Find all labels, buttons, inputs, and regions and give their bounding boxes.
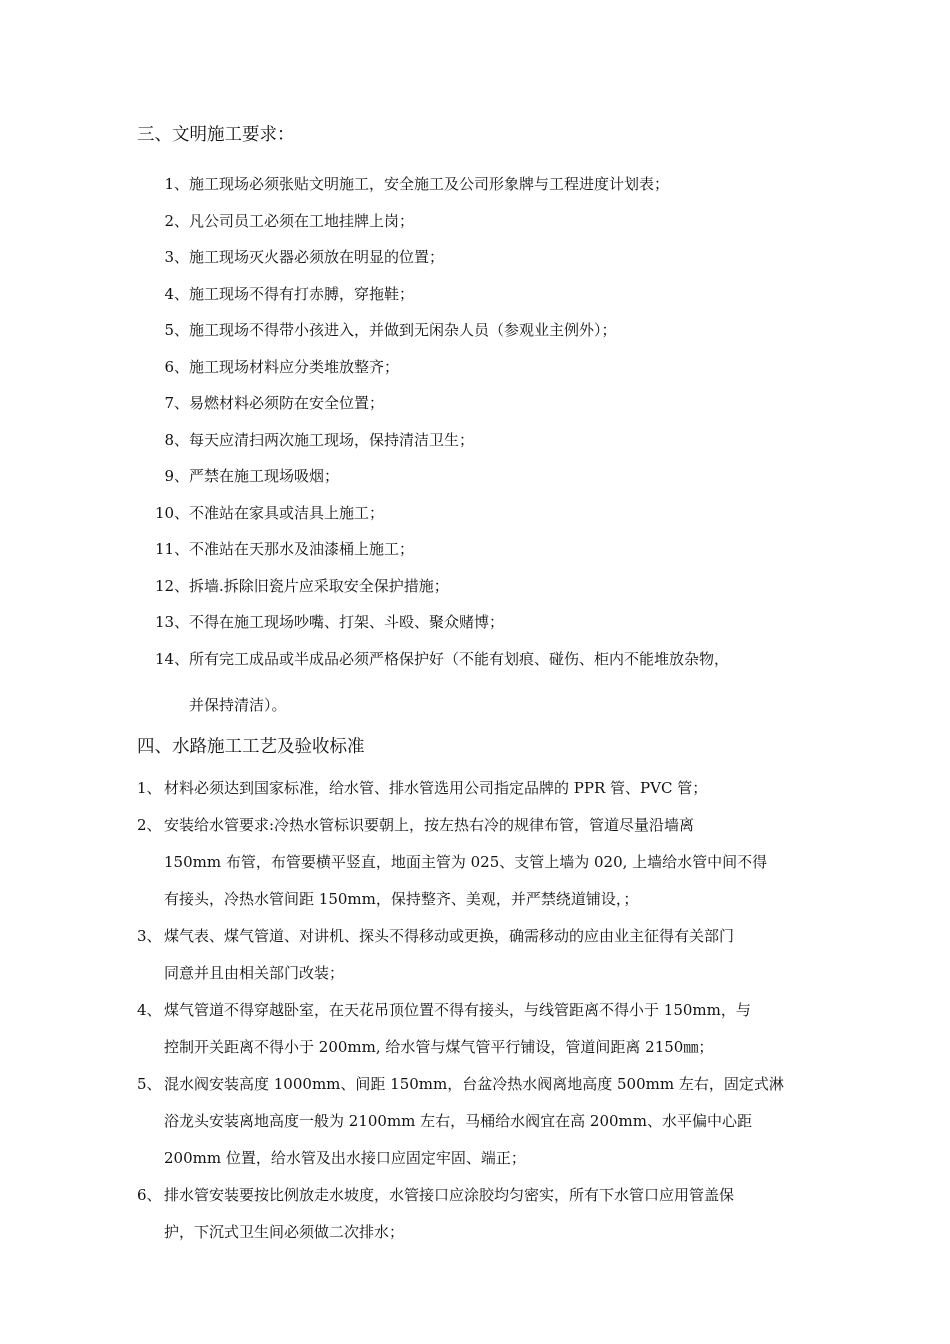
paragraph-line xyxy=(137,955,817,992)
list-item-number: 13、 xyxy=(155,613,190,631)
list-item-number: 9、 xyxy=(164,467,189,485)
list-item-number: 12、 xyxy=(155,576,190,595)
numbered-paragraph xyxy=(137,770,817,807)
paragraph-line xyxy=(137,918,817,955)
list-item-text: 施工现场材料应分类堆放整齐； xyxy=(189,357,400,376)
list-item-text: 凡公司员工必须在工地挂牌上岗； xyxy=(189,211,415,230)
list-item xyxy=(155,276,815,312)
paragraph-number: 4、 xyxy=(137,1001,162,1019)
paragraph-line xyxy=(137,1177,817,1214)
list-item-text: 施工现场不得带小孩进入，并做到无闲杂人员（参观业主例外）； xyxy=(189,321,617,339)
list-item-number: 4、 xyxy=(164,284,189,303)
list-item-number: 11、 xyxy=(155,540,190,558)
numbered-paragraph xyxy=(137,1177,817,1251)
paragraph-text: 护，下沉式卫生间必须做二次排水； xyxy=(164,1223,405,1241)
list-item xyxy=(155,531,815,567)
list-item-number: 6、 xyxy=(164,357,189,376)
paragraph-text: 煤气表、煤气管道、对讲机、探头不得移动或更换，确需移动的应由业主征得有关部门 xyxy=(164,927,735,945)
paragraph-number: 2、 xyxy=(137,816,162,834)
numbered-paragraph xyxy=(137,807,817,918)
paragraph-text: 有接头，冷热水管间距 150mm，保持整齐、美观，并严禁绕道铺设，； xyxy=(164,890,639,908)
paragraph-text: 安装给水管要求:冷热水管标识要朝上，按左热右冷的规律布管，管道尽量沿墙离 xyxy=(164,816,695,834)
paragraph-line xyxy=(137,770,817,807)
section-3-heading: 三、文明施工要求： xyxy=(137,125,295,145)
list-item-text: 施工现场不得有打赤膊，穿拖鞋； xyxy=(189,284,415,303)
paragraph-line xyxy=(137,1140,817,1177)
list-item xyxy=(155,385,815,421)
list-item xyxy=(155,422,815,458)
list-item xyxy=(155,641,815,677)
paragraph-line xyxy=(137,844,817,881)
paragraph-line xyxy=(137,992,817,1029)
paragraph-line xyxy=(137,1214,817,1251)
paragraph-text: 浴龙头安装离地高度一般为 2100mm 左右，马桶给水阀宜在高 200mm、水平偏中心距 xyxy=(164,1112,753,1130)
list-item-text: 施工现场灭火器必须放在明显的位置； xyxy=(189,248,445,266)
paragraph-text: 200mm 位置，给水管及出水接口应固定牢固、端正； xyxy=(164,1149,526,1167)
paragraph-line xyxy=(137,1066,817,1103)
paragraph-number: 5、 xyxy=(137,1075,162,1093)
paragraph-number: 1、 xyxy=(137,779,162,797)
paragraph-text: 材料必须达到国家标准，给水管、排水管选用公司指定品牌的 PPR 管、PVC 管； xyxy=(164,779,708,797)
list-item xyxy=(155,203,815,239)
list-item xyxy=(155,495,815,531)
section-4-heading: 四、水路施工工艺及验收标准 xyxy=(137,737,365,757)
paragraph-line xyxy=(137,881,817,918)
list-item-text: 严禁在施工现场吸烟； xyxy=(189,467,340,485)
list-item-number: 8、 xyxy=(164,430,189,449)
list-item xyxy=(155,349,815,385)
paragraph-text: 控制开关距离不得小于 200mm, 给水管与煤气管平行铺设，管道间距离 2150㎜； xyxy=(164,1038,714,1056)
paragraph-text: 排水管安装要按比例放走水坡度，水管接口应涂胶均匀密实，所有下水管口应用管盖保 xyxy=(164,1186,735,1204)
list-item-number: 2、 xyxy=(164,211,189,230)
list-item-text: 所有完工成品或半成品必须严格保护好（不能有划痕、碰伤、柜内不能堆放杂物， xyxy=(189,649,730,668)
numbered-paragraph xyxy=(137,918,817,992)
list-item-number: 3、 xyxy=(164,248,189,266)
list-item-text: 易燃材料必须防在安全位置； xyxy=(189,394,385,412)
list-item-number: 5、 xyxy=(164,321,189,339)
list-item-number: 1、 xyxy=(164,175,189,193)
numbered-paragraph xyxy=(137,1066,817,1177)
paragraph-text: 150mm 布管，布管要横平竖直，地面主管为 025、支管上墙为 020, 上墙给水管中间不得 xyxy=(164,853,768,871)
list-item-number: 14、 xyxy=(155,649,190,668)
item-14-continuation: 并保持清洁）。 xyxy=(189,696,287,714)
numbered-paragraph xyxy=(137,992,817,1066)
list-item-number: 7、 xyxy=(164,394,189,412)
list-item-text: 不准站在家具或洁具上施工； xyxy=(189,503,385,522)
list-item xyxy=(155,166,815,202)
paragraph-text: 混水阀安装高度 1000mm、间距 150mm，台盆冷热水阀离地高度 500mm 左右，固定式淋 xyxy=(164,1075,784,1093)
list-item xyxy=(155,604,815,640)
list-item xyxy=(155,568,815,604)
list-item xyxy=(155,312,815,348)
paragraph-line xyxy=(137,807,817,844)
list-item xyxy=(155,239,815,275)
paragraph-text: 煤气管道不得穿越卧室，在天花吊顶位置不得有接头，与线管距离不得小于 150mm，与 xyxy=(164,1001,751,1019)
list-item xyxy=(155,458,815,494)
list-item-number: 10、 xyxy=(155,503,190,522)
list-item-text: 每天应清扫两次施工现场，保持清洁卫生； xyxy=(189,430,475,449)
paragraph-text: 同意并且由相关部门改装； xyxy=(164,964,345,982)
list-item-text: 拆墙.拆除旧瓷片应采取安全保护措施； xyxy=(189,576,449,595)
paragraph-line xyxy=(137,1103,817,1140)
list-item-text: 施工现场必须张贴文明施工，安全施工及公司形象牌与工程进度计划表； xyxy=(189,175,670,193)
list-item-text: 不准站在天那水及油漆桶上施工； xyxy=(189,540,415,558)
paragraph-number: 6、 xyxy=(137,1186,162,1204)
paragraph-number: 3、 xyxy=(137,927,162,945)
paragraph-line xyxy=(137,1029,817,1066)
list-item-text: 不得在施工现场吵嘴、打架、斗殴、聚众赌博； xyxy=(189,613,505,631)
